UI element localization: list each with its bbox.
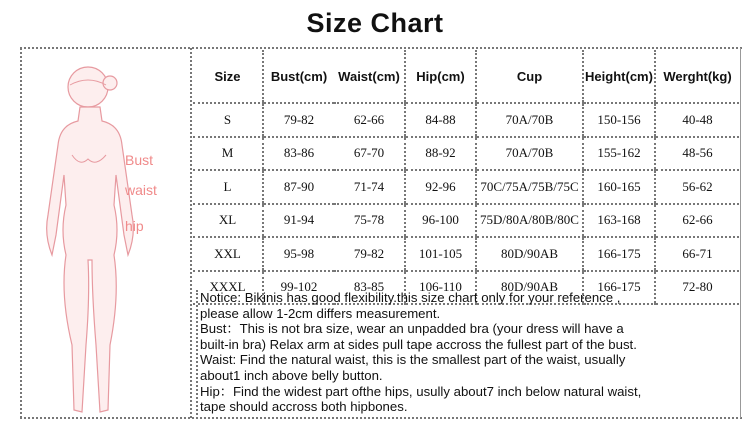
table-cell: 106-110 [405, 271, 476, 305]
table-cell: 150-156 [583, 103, 655, 137]
waist-label: waist [125, 182, 157, 198]
table-cell: 80D/90AB [476, 237, 583, 271]
divider [20, 47, 742, 49]
table-cell: 79-82 [263, 103, 334, 137]
table-cell: 92-96 [405, 170, 476, 204]
note-line: Waist: Find the natural waist, this is the smallest part of the waist, usually [200, 352, 626, 368]
size-notes [196, 290, 745, 415]
table-cell: 163-168 [583, 204, 655, 238]
table-row [193, 103, 739, 137]
size-table [193, 50, 739, 305]
note-line: Bust：This is not bra size, wear an unpadded bra (your dress will have a [200, 321, 624, 337]
table-cell: 83-86 [263, 137, 334, 171]
note-line: Notice: Bikinis has good flexibility.this size chart only for your reference , [200, 290, 621, 305]
table-cell: 91-94 [263, 204, 334, 238]
table-cell: 48-56 [655, 137, 739, 171]
table-cell: 71-74 [334, 170, 405, 204]
table-cell: 83-85 [334, 271, 405, 305]
table-cell: 79-82 [334, 237, 405, 271]
table-cell: 101-105 [405, 237, 476, 271]
table-cell: 88-92 [405, 137, 476, 171]
table-cell: 66-71 [655, 237, 739, 271]
table-cell: 166-175 [583, 271, 655, 305]
table-cell: 62-66 [655, 204, 739, 238]
column-header: Waist(cm) [334, 50, 405, 103]
table-cell: 40-48 [655, 103, 739, 137]
table-cell: 70C/75A/75B/75C [476, 170, 583, 204]
note-line: please allow 1-2cm differs measurement. [200, 305, 441, 321]
table-cell: L [193, 170, 263, 204]
divider [20, 48, 22, 418]
column-header: Size [193, 50, 263, 103]
table-cell: XL [193, 204, 263, 238]
table-cell: 96-100 [405, 204, 476, 238]
table-cell: S [193, 103, 263, 137]
table-row [193, 137, 739, 171]
table-cell: 62-66 [334, 103, 405, 137]
table-cell: 95-98 [263, 237, 334, 271]
hip-label: hip [125, 218, 144, 234]
divider [190, 48, 192, 418]
table-cell: 72-80 [655, 271, 739, 305]
table-cell: XXXL [193, 271, 263, 305]
bust-label: Bust [125, 152, 154, 168]
table-cell: 87-90 [263, 170, 334, 204]
note-line: about1 inch above belly button. [200, 367, 383, 383]
table-cell: M [193, 137, 263, 171]
table-cell: 75-78 [334, 204, 405, 238]
table-row [193, 204, 739, 238]
table-cell: 99-102 [263, 271, 334, 305]
table-cell: 56-62 [655, 170, 739, 204]
body-figure-illustration [30, 55, 190, 425]
table-row [193, 237, 739, 271]
table-cell: 80D/90AB [476, 271, 583, 305]
table-header-row [193, 50, 739, 103]
table-cell: 166-175 [583, 237, 655, 271]
table-cell: 70A/70B [476, 137, 583, 171]
table-cell: 160-165 [583, 170, 655, 204]
table-row [193, 170, 739, 204]
table-cell: 70A/70B [476, 103, 583, 137]
column-header: Werght(kg) [655, 50, 739, 103]
table-cell: 155-162 [583, 137, 655, 171]
page-title: Size Chart [306, 8, 444, 38]
table-cell: 67-70 [334, 137, 405, 171]
column-header: Hip(cm) [405, 50, 476, 103]
note-line: tape should accross both hipbones. [200, 399, 408, 415]
table-cell: XXL [193, 237, 263, 271]
column-header: Height(cm) [583, 50, 655, 103]
column-header: Bust(cm) [263, 50, 334, 103]
note-line: Hip：Find the widest part ofthe hips, usully about7 inch below natural waist, [200, 383, 642, 399]
note-line: built-in bra) Relax arm at sides pull tape accross the fullest part of the bust. [200, 336, 637, 352]
table-cell: 84-88 [405, 103, 476, 137]
column-header: Cup [476, 50, 583, 103]
table-cell: 75D/80A/80B/80C [476, 204, 583, 238]
